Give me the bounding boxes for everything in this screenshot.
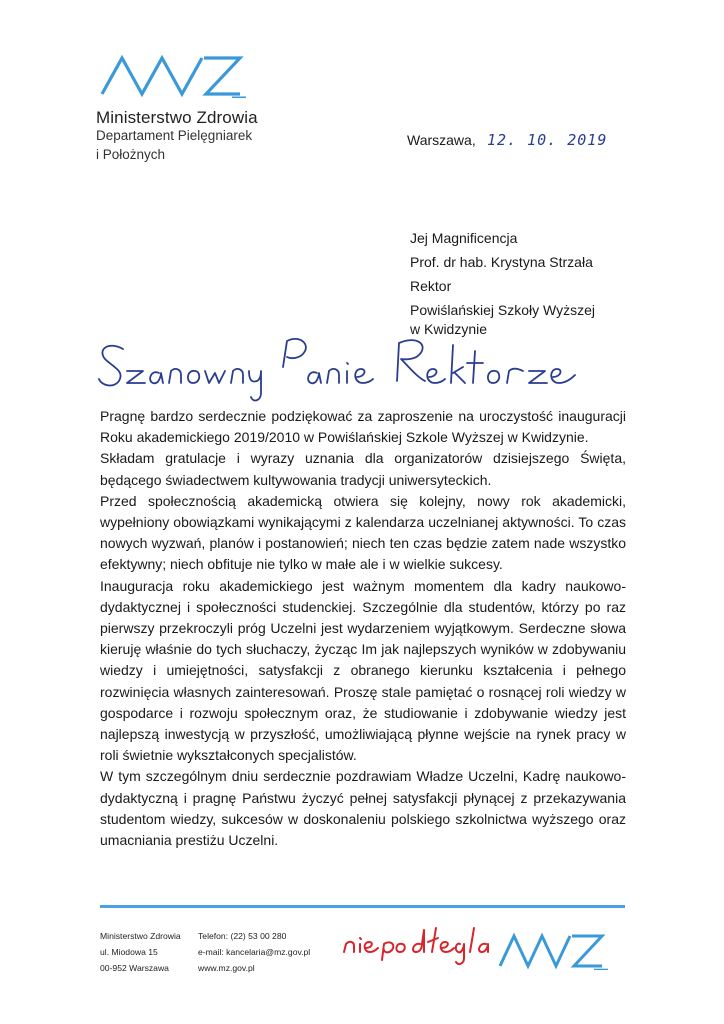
recipient-line: Jej Magnificencja <box>410 230 518 246</box>
footer-address-line: ul. Miodowa 15 <box>100 947 158 957</box>
recipient-line: Prof. dr hab. Krystyna Strzała <box>410 254 593 270</box>
footer-phone: Telefon: (22) 53 00 280 <box>198 931 287 941</box>
niepodlegla-logo <box>340 920 490 968</box>
body-paragraph: W tym szczególnym dniu serdecznie pozdrawiam Władze Uczelni, Kadrę naukowo-dydaktyczną i pragnę Państwu życzyć pełnej satysfakcji płynącej z przekazywania studentom wiedzy, sukcesów w doskonaleniu polskiego szkolnictwa wyższego oraz umacniania prestiżu Uczelni. <box>100 768 626 849</box>
letter-place: Warszawa, <box>407 132 476 148</box>
body-paragraph: Inauguracja roku akademickiego jest ważnym momentem dla kadry naukowo-dydaktycznej i społeczności studenckiej. Szczególnie dla studentów, którzy po raz pierwszy przekroczyli próg Uczelni jest wydarzeniem wyjątkowym. Serdeczne słowa kieruję właśnie do tych słuchaczy, życząc Im jak najlepszych wyników w zdobywaniu wiedzy i umiejętności, satysfakcji z obranego kierunku kształcenia i pełnego rozwinięcia własnych zainteresowań. Proszę stale pamiętać o rosnącej roli wiedzy w gospodarce i rozwoju społecznym oraz, że studiowanie i zdobywanie wiedzy jest najlepszą inwestycją w przyszłość, umożliwiającą płynne wejście na rynek pracy w roli świetnie wykształconych specjalistów. <box>100 577 626 764</box>
footer-ministry-logo <box>498 930 610 970</box>
footer-address-line: 00-952 Warszawa <box>100 963 169 973</box>
department-name-line1: Departament Pielęgniarek <box>96 128 253 143</box>
ministry-name: Ministerstwo Zdrowia <box>96 108 258 127</box>
body-paragraph: Pragnę bardzo serdecznie podziękować za zaproszenie na uroczystość inauguracji Roku akademickiego 2019/2010 w Powiślańskiej Szkole Wyższej w Kwidzynie. <box>100 408 626 446</box>
footer-address <box>100 928 181 976</box>
body-paragraph: Przed społecznością akademicką otwiera się kolejny, nowy rok akademicki, wypełniony obowiązkami wynikającymi z kalendarza uczelnianej aktywności. To czas nowych wyzwań, planów i postanowień; niech ten czas będzie zatem nade wszystko efektywny; niech obfituje nie tylko w małe ale i w wielkie sukcesy. <box>100 492 626 573</box>
footer-address-line: Ministerstwo Zdrowia <box>100 931 181 941</box>
footer-email: e-mail: kancelaria@mz.gov.pl <box>198 947 311 957</box>
footer-rule <box>100 905 625 908</box>
ministry-logo <box>100 52 248 98</box>
footer-website: www.mz.gov.pl <box>198 963 255 973</box>
footer-contact <box>198 928 310 976</box>
handwritten-salutation <box>95 327 615 407</box>
handwritten-date: 12. 10. 2019 <box>487 131 608 149</box>
department-name-line2: i Położnych <box>96 147 166 162</box>
body-paragraph: Składam gratulacje i wyrazy uznania dla organizatorów dzisiejszego Święta, będącego świadectwem kultywowania tradycji uniwersyteckich. <box>100 450 626 488</box>
recipient-line: Rektor <box>410 278 452 294</box>
recipient-line: w Kwidzynie <box>410 321 488 337</box>
recipient-line: Powiślańskiej Szkoły Wyższej <box>410 302 596 318</box>
letter-body <box>100 406 626 851</box>
